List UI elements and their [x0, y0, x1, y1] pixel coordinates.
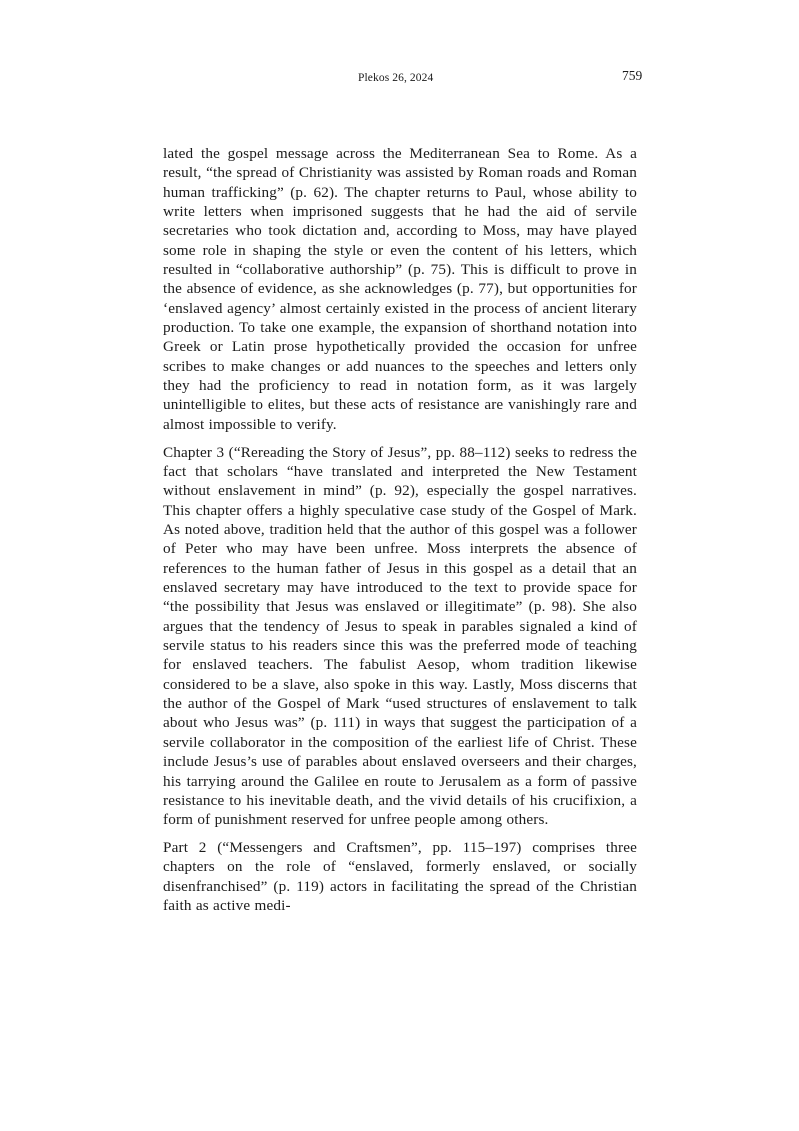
paragraph: lated the gospel message across the Mediterranean Sea to Rome. As a result, “the spread of Christianity was assisted by Roman roads and Roman human trafficking” (p. 62). The chapter returns to Paul, whose ability to write letters when imprisoned suggests that he had the aid of servile secretaries who took dictation and, according to Moss, may have played some role in shaping the style or even the content of his letters, which resulted in “collaborative authorship” (p. 75). This is difficult to prove in the absence of evidence, as she acknowledges (p. 77), but opportunities for ‘enslaved agency’ almost certainly existed in the process of ancient literary production. To take one example, the expansion of shorthand notation into Greek or Latin prose hypothetically provided the occasion for unfree scribes to make changes or add nuances to the speeches and letters only they had the proficiency to read in notation form, as it was largely unintelligible to elites, but these acts of resistance are vanishingly rare and almost impossible to verify.	[163, 145, 637, 433]
paragraph: Chapter 3 (“Rereading the Story of Jesus”, pp. 88–112) seeks to redress the fact that scholars “have translated and interpreted the New Testament without enslavement in mind” (p. 92), especially the gospel narratives. This chapter offers a highly speculative case study of the Gospel of Mark. As noted above, tradition held that the author of this gospel was a follower of Peter who may have been unfree. Moss interprets the absence of references to the human father of Jesus in this gospel as a detail that an enslaved secretary may have introduced to the text to provide space for “the possibility that Jesus was enslaved or illegitimate” (p. 98). She also argues that the tendency of Jesus to speak in parables signaled a kind of servile status to his readers since this was the preferred mode of teaching for enslaved teachers. The fabulist Aesop, whom tradition likewise considered to be a slave, also spoke in this way. Lastly, Moss discerns that the author of the Gospel of Mark “used structures of enslavement to talk about who Jesus was” (p. 111) in ways that suggest the participation of a servile collaborator in the composition of the earliest life of Christ. These include Jesus’s use of parables about enslaved overseers and their charges, his tarrying around the Galilee en route to Jerusalem as a form of passive resistance to his inevitable death, and the vivid details of his crucifixion, a form of punishment reserved for unfree people among others.	[163, 443, 637, 829]
page-number: 759	[622, 68, 643, 83]
body-text-block	[163, 144, 637, 915]
page-header	[163, 68, 643, 88]
running-head-title: Plekos 26, 2024	[358, 72, 434, 84]
paragraph: Part 2 (“Messengers and Craftsmen”, pp. 115–197) comprises three chapters on the role of “enslaved, formerly enslaved, or socially disenfranchised” (p. 119) actors in facilitating the spread of the Christian faith as active medi-	[163, 839, 637, 915]
